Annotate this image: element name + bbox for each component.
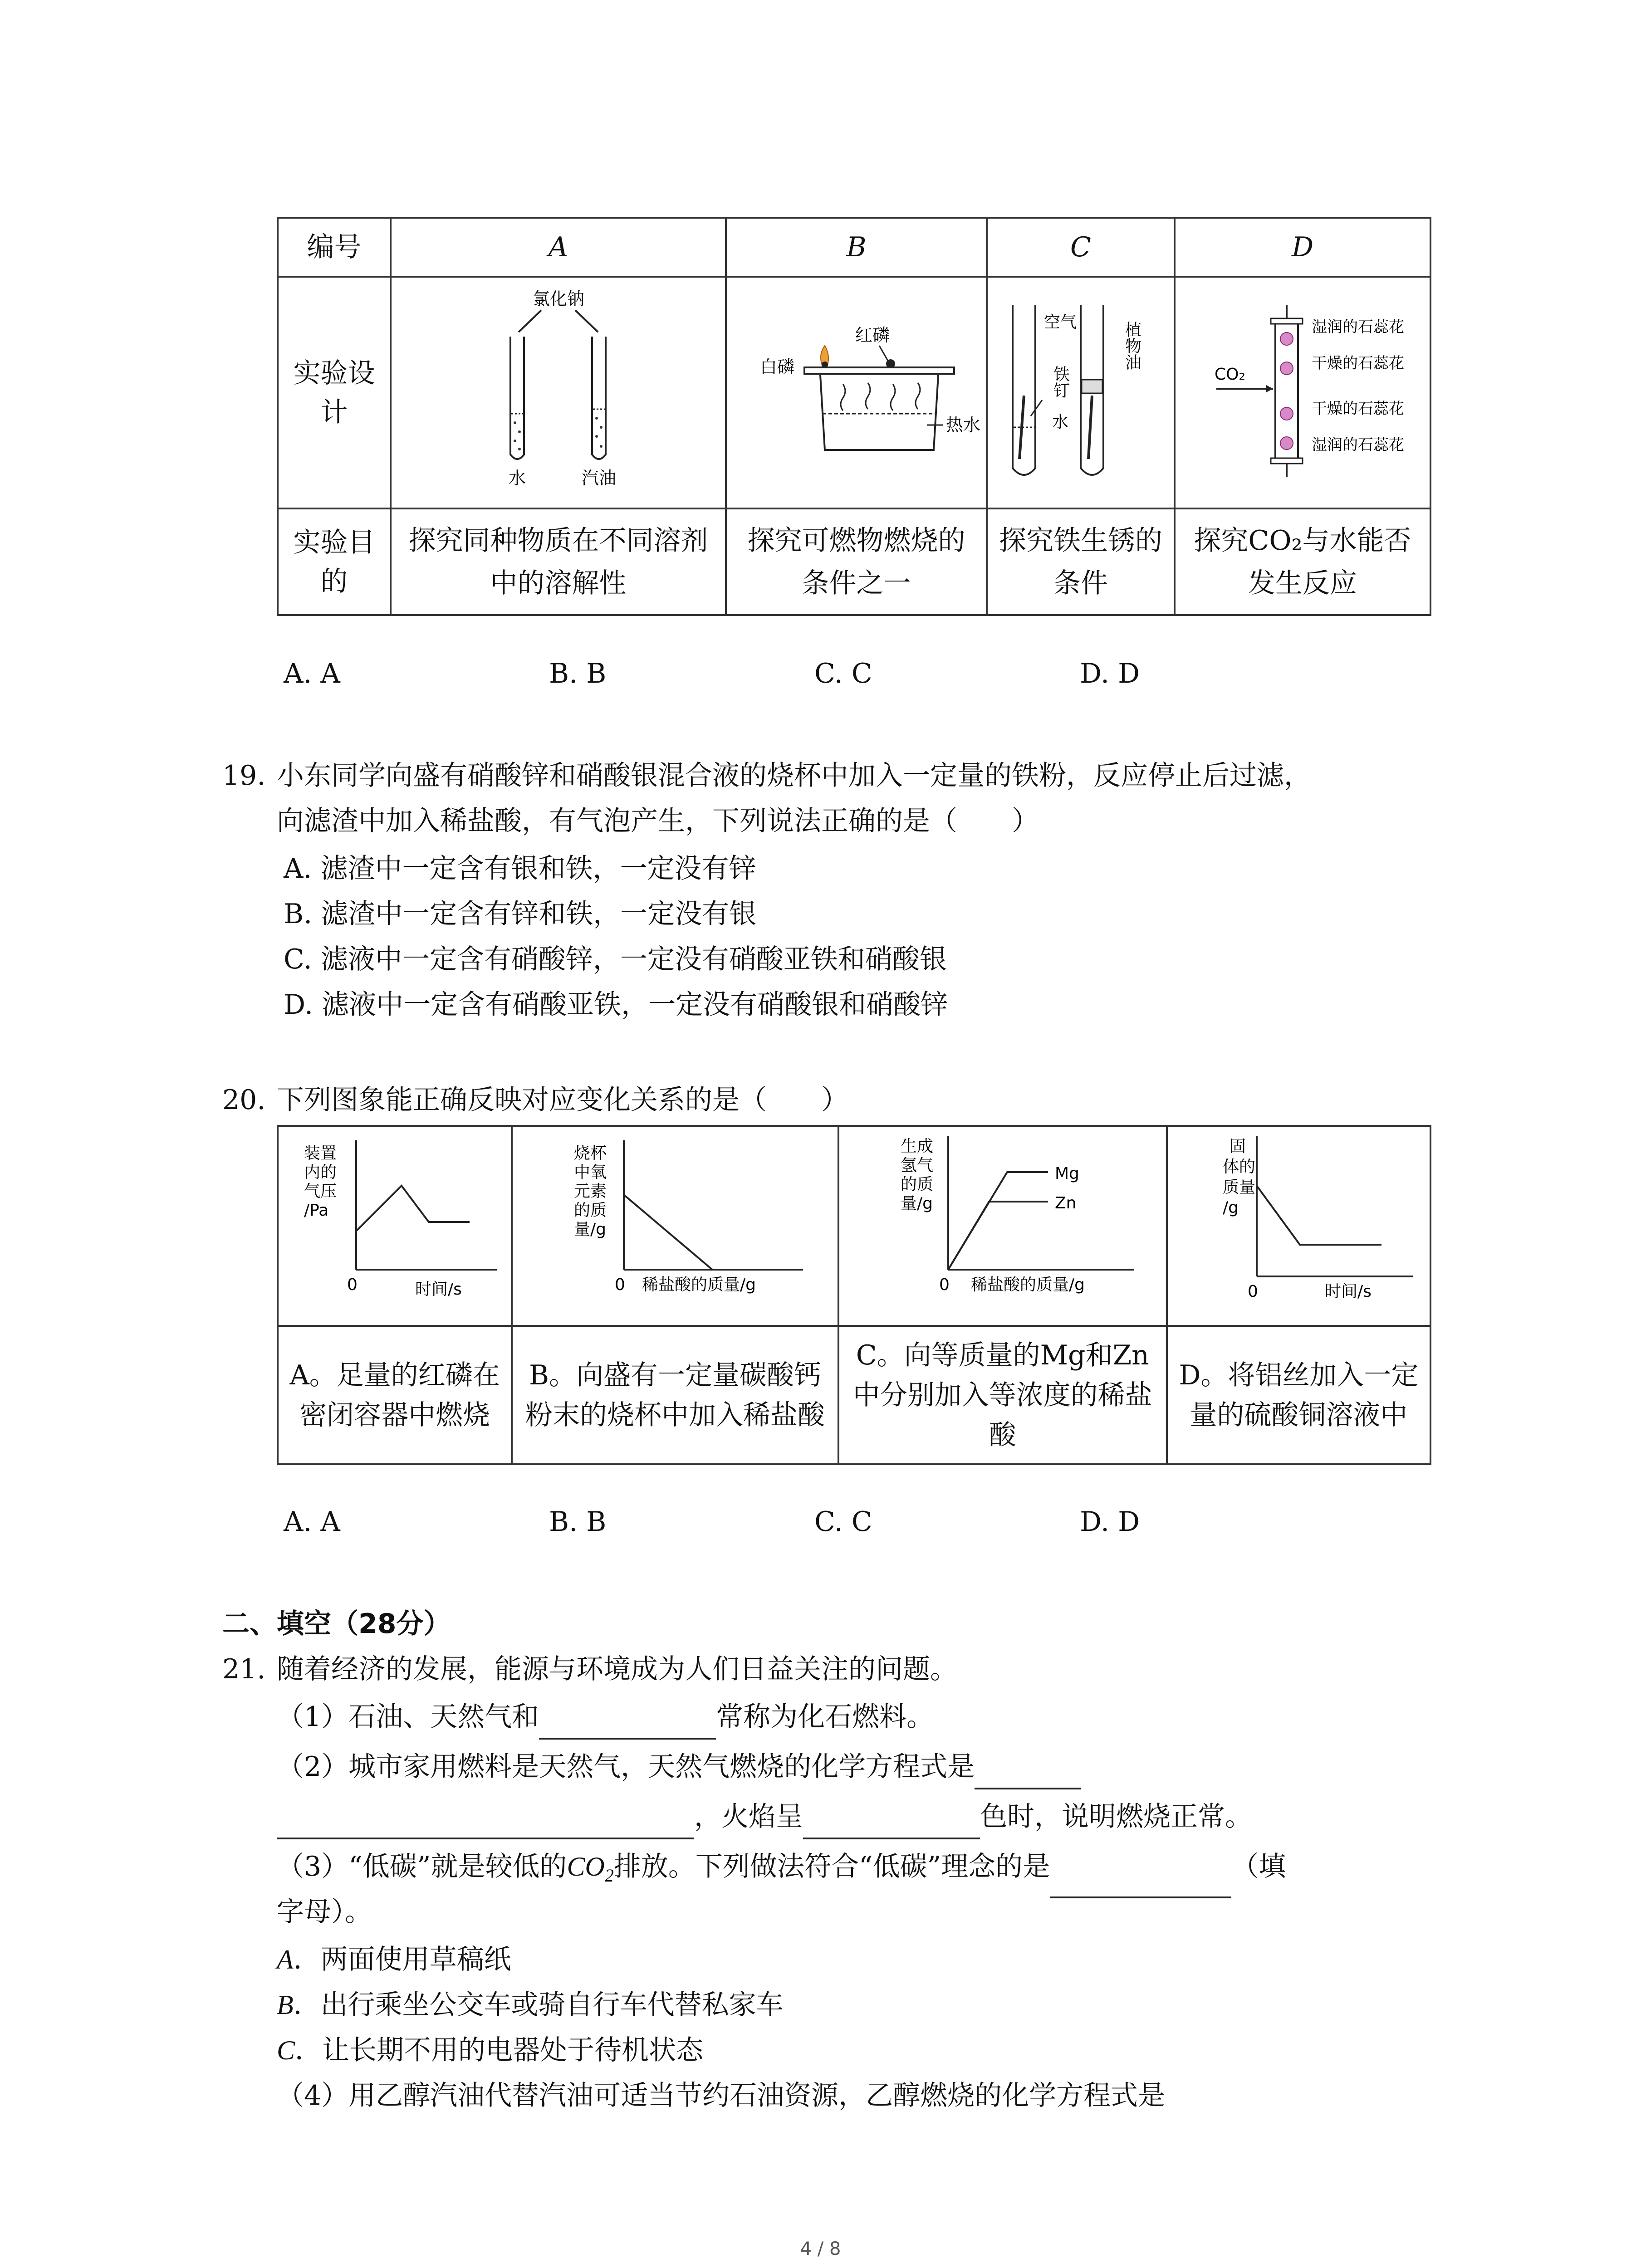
graph-b-cell — [512, 1126, 838, 1326]
fig-d-label-4: 湿润的石蕊花 — [1311, 436, 1404, 454]
fig-b-red-phosphorus-label: 红磷 — [855, 325, 890, 345]
fig-a-top-label: 氯化钠 — [533, 289, 585, 309]
graph-a-curve — [356, 1186, 470, 1231]
header-d: D — [1175, 218, 1430, 277]
caption-a: A。足量的红磷在密闭容器中燃烧 — [278, 1326, 512, 1464]
q19-option-a[interactable]: A. 滤渣中一定含有银和铁，一定没有锌 — [284, 853, 756, 885]
q19-option-d[interactable]: D. 滤液中一定含有硝酸亚铁，一定没有硝酸银和硝酸锌 — [284, 989, 948, 1021]
q19-option-c[interactable]: C. 滤液中一定含有硝酸锌，一定没有硝酸亚铁和硝酸银 — [284, 943, 947, 975]
q21-stem: 随着经济的发展，能源与环境成为人们日益关注的问题。 — [277, 1653, 957, 1685]
graph-a — [279, 1127, 510, 1313]
graph-a-ylabel-3: 气压 — [304, 1182, 337, 1201]
q21-choice-b[interactable]: B．出行乘坐公交车或骑自行车代替私家车 — [277, 1989, 784, 2021]
q18-option-a[interactable]: A. A — [284, 658, 340, 689]
q21-part2-c: 色时，说明燃烧正常。 — [980, 1801, 1252, 1833]
graph-c — [839, 1127, 1166, 1313]
q21-choice-c[interactable]: C．让长期不用的电器处于待机状态 — [277, 2034, 704, 2066]
q21-choice-a[interactable]: A．两面使用草稿纸 — [277, 1944, 511, 1975]
fig-b-white-phosphorus-label: 白磷 — [759, 357, 794, 377]
fig-d-label-3: 干燥的石蕊花 — [1311, 400, 1404, 418]
q19-number: 19. — [222, 760, 266, 792]
q21-blank-2a[interactable] — [975, 1756, 1081, 1789]
q21-part3-c: （填 — [1231, 1851, 1286, 1882]
figure-a-cell — [391, 277, 726, 508]
graph-c-curve-mg — [948, 1172, 1048, 1270]
q19-option-b[interactable]: B. 滤渣中一定含有锌和铁，一定没有银 — [284, 898, 757, 930]
q21-part2-b: ，火焰呈 — [694, 1801, 803, 1833]
graph-b-ylabel-1: 烧杯 — [574, 1144, 607, 1163]
graph-b-xlabel: 稀盐酸的质量/g — [642, 1276, 756, 1294]
graph-c-xlabel: 稀盐酸的质量/g — [970, 1276, 1085, 1294]
graph-c-ylabel-3: 的质 — [900, 1175, 933, 1194]
fig-c-water-label: 水 — [1052, 413, 1068, 431]
q21-part2-line2 — [277, 1794, 1252, 1839]
purpose-b: 探究可燃物燃烧的条件之一 — [726, 508, 987, 615]
header-b: B — [726, 218, 987, 277]
graph-a-cell — [278, 1126, 512, 1326]
graph-a-xlabel: 时间/s — [415, 1280, 462, 1299]
graph-d-ylabel-3: 质量 — [1222, 1178, 1255, 1197]
experiment-table — [277, 217, 1431, 616]
fig-c-iron-nail-label: 铁钉 — [1051, 366, 1070, 398]
graph-c-cell — [838, 1126, 1167, 1326]
q19-stem-line1: 小东同学向盛有硝酸锌和硝酸银混合液的烧杯中加入一定量的铁粉，反应停止后过滤， — [277, 760, 1311, 792]
graph-d-curve — [1257, 1186, 1381, 1245]
fig-a-gasoline-label: 汽油 — [582, 468, 617, 488]
fig-c-oil-label: 植物油 — [1122, 321, 1141, 370]
q20-option-c[interactable]: C. C — [814, 1506, 872, 1538]
caption-c: C。向等质量的Mg和Zn中分别加入等浓度的稀盐酸 — [838, 1326, 1167, 1464]
q21-blank-2c[interactable] — [803, 1806, 980, 1839]
q20-stem: 下列图象能正确反映对应变化关系的是（ ） — [277, 1084, 848, 1116]
graph-a-ylabel-2: 内的 — [304, 1163, 337, 1182]
graph-d-xlabel: 时间/s — [1324, 1282, 1372, 1301]
graph-b-origin: 0 — [615, 1276, 626, 1294]
graph-d-ylabel-1: 固 — [1229, 1137, 1246, 1156]
graph-d-ylabel-2: 体的 — [1222, 1158, 1255, 1176]
page-number: 4 / 8 — [800, 2239, 841, 2259]
purpose-a: 探究同种物质在不同溶剂中的溶解性 — [391, 508, 726, 615]
figure-c-cell — [987, 277, 1175, 508]
purpose-c: 探究铁生锈的条件 — [987, 508, 1175, 615]
q21-part3-line1 — [277, 1844, 1286, 1898]
q21-blank-2b[interactable] — [277, 1806, 694, 1839]
q21-part2-a: （2）城市家用燃料是天然气，天然气燃烧的化学方程式是 — [277, 1751, 975, 1783]
graph-b-ylabel-5: 量/g — [574, 1220, 607, 1239]
graph-c-ylabel-4: 量/g — [900, 1194, 933, 1213]
q21-part3-a: （3）“低碳”就是较低的 — [277, 1851, 567, 1882]
purpose-d: 探究CO₂与水能否发生反应 — [1175, 508, 1430, 615]
graph-d-ylabel-4: /g — [1222, 1198, 1239, 1217]
graph-c-curve-zn — [948, 1202, 1048, 1270]
q19-stem-line2: 向滤渣中加入稀盐酸，有气泡产生，下列说法正确的是（ ） — [277, 805, 1039, 837]
q18-option-b[interactable]: B. B — [549, 658, 607, 689]
figure-b-cell — [726, 277, 987, 508]
q21-part1-a: （1）石油、天然气和 — [277, 1701, 539, 1733]
graph-d — [1168, 1127, 1429, 1313]
graph-c-ylabel-2: 氢气 — [900, 1156, 933, 1175]
figure-d-cell — [1175, 277, 1430, 508]
graph-table — [277, 1125, 1431, 1465]
row-label-design: 实验设计 — [278, 277, 391, 508]
graph-c-origin: 0 — [939, 1276, 950, 1294]
graph-a-origin: 0 — [347, 1276, 358, 1294]
q21-blank-3[interactable] — [1050, 1865, 1231, 1898]
figure-a-test-tubes — [392, 278, 725, 495]
fig-b-hot-water-label: 热水 — [945, 415, 980, 435]
caption-d: D。将铝丝加入一定量的硫酸铜溶液中 — [1167, 1326, 1430, 1464]
q21-co2: $CO_2$ — [567, 1852, 614, 1886]
q21-part2-line1 — [277, 1744, 1081, 1789]
q21-blank-1[interactable] — [539, 1706, 716, 1740]
fig-a-water-label: 水 — [509, 468, 526, 488]
fig-c-air-label: 空气 — [1043, 313, 1077, 332]
header-number: 编号 — [278, 218, 391, 277]
q21-part1 — [277, 1694, 934, 1740]
graph-b-ylabel-2: 中氧 — [574, 1163, 607, 1182]
q20-option-b[interactable]: B. B — [549, 1506, 607, 1538]
fig-d-label-1: 湿润的石蕊花 — [1311, 318, 1404, 336]
graph-b-ylabel-4: 的质 — [574, 1201, 607, 1220]
q21-number: 21. — [222, 1653, 266, 1685]
graph-a-ylabel-1: 装置 — [304, 1144, 337, 1163]
fig-d-gas-label: CO₂ — [1215, 365, 1245, 384]
q20-option-d[interactable]: D. D — [1080, 1506, 1140, 1538]
header-c: C — [987, 218, 1175, 277]
graph-c-ylabel-1: 生成 — [900, 1137, 933, 1156]
figure-b-combustion-apparatus — [727, 278, 986, 495]
graph-b — [513, 1127, 837, 1313]
q18-option-c[interactable]: C. C — [814, 658, 872, 689]
section-title: 二、填空（28分） — [222, 1608, 451, 1640]
q21-part3-line2: 字母）。 — [277, 1896, 372, 1928]
graph-c-series-zn: Zn — [1054, 1194, 1077, 1212]
q21-part3-b: 排放。下列做法符合“低碳”理念的是 — [613, 1851, 1050, 1882]
fig-d-label-2: 干燥的石蕊花 — [1311, 354, 1404, 372]
graph-d-origin: 0 — [1247, 1282, 1258, 1301]
graph-c-series-mg: Mg — [1054, 1164, 1079, 1183]
q21-part4: （4）用乙醇汽油代替汽油可适当节约石油资源，乙醇燃烧的化学方程式是 — [277, 2080, 1166, 2112]
graph-d-cell — [1167, 1126, 1430, 1326]
graph-b-curve — [624, 1195, 712, 1270]
q20-number: 20. — [222, 1084, 266, 1116]
q18-option-d[interactable]: D. D — [1080, 658, 1140, 689]
caption-b: B。向盛有一定量碳酸钙粉末的烧杯中加入稀盐酸 — [512, 1326, 838, 1464]
graph-b-ylabel-3: 元素 — [574, 1182, 607, 1201]
q20-option-a[interactable]: A. A — [284, 1506, 340, 1538]
q21-part1-b: 常称为化石燃料。 — [716, 1701, 934, 1733]
graph-a-ylabel-4: /Pa — [304, 1201, 329, 1220]
header-a: A — [391, 218, 726, 277]
figure-d-litmus-tube — [1176, 278, 1430, 495]
figure-c-rust-test-tubes — [988, 278, 1174, 495]
row-label-purpose: 实验目的 — [278, 508, 391, 615]
